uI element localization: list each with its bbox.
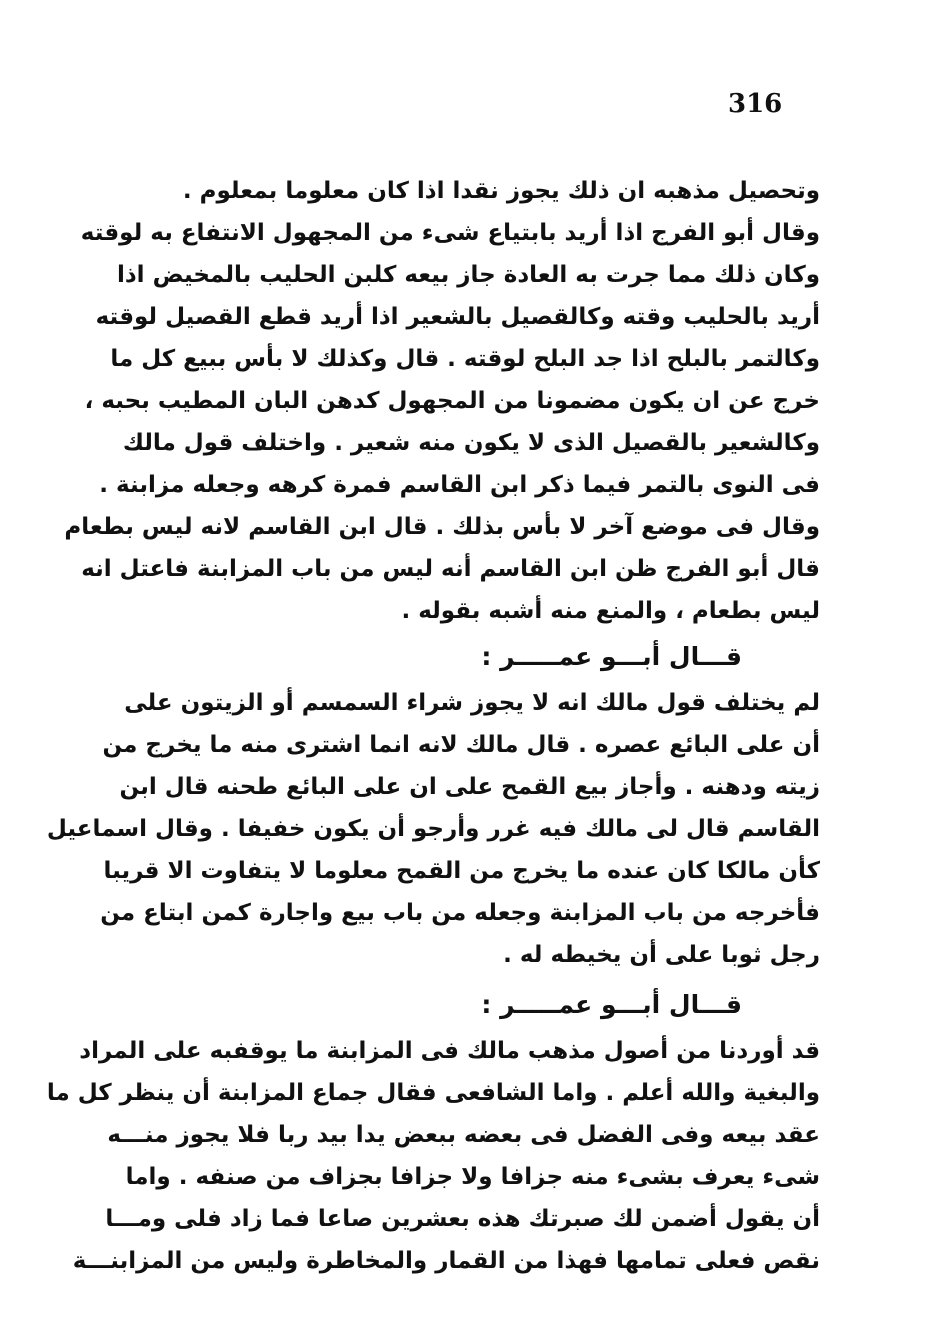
- page-number: 316: [728, 89, 783, 119]
- text-line: أن يقول أضمن لك صبرتك هذه بعشرين صاعا فما زاد فلى ومـــا: [105, 1206, 820, 1232]
- text-line: القاسم قال لى مالك فيه غرر وأرجو أن يكون خفيفا . وقال اسماعيل: [46, 816, 820, 842]
- text-line: رجل ثوبا على أن يخيطه له .: [503, 942, 820, 968]
- text-line: قد أوردنا من أصول مذهب مالك فى المزابنة ما يوقفبه على المراد: [79, 1038, 820, 1064]
- text-line: وكالتمر بالبلح اذا جد البلح لوقته . قال وكذلك لا بأس ببيع كل ما: [110, 346, 820, 372]
- paragraph-3: [46, 1030, 820, 1282]
- text-line: وكالشعير بالقصيل الذى لا يكون منه شعير . واختلف قول مالك: [122, 430, 820, 456]
- text-line: نقص فعلى تمامها فهذا من القمار والمخاطرة وليس من المزابنـــة: [72, 1248, 820, 1274]
- paragraph-1: [64, 170, 820, 632]
- text-line: فى النوى بالتمر فيما ذكر ابن القاسم فمرة كرهه وجعله مزابنة .: [99, 472, 820, 498]
- text-line: وكان ذلك مما جرت به العادة جاز بيعه كلبن الحليب بالمخيض اذا: [117, 262, 820, 288]
- text-line: قال أبو الفرج ظن ابن القاسم أنه ليس من باب المزابنة فاعتل انه: [81, 556, 820, 582]
- text-line: وقال فى موضع آخر لا بأس بذلك . قال ابن القاسم لانه ليس بطعام: [64, 514, 820, 540]
- page-body: [46, 170, 820, 1282]
- section-heading: قـــال أبـــو عمـــــر :: [481, 990, 742, 1019]
- text-line: والبغية والله أعلم . واما الشافعى فقال جماع المزابنة أن ينظر كل ما: [46, 1080, 820, 1106]
- text-line: لم يختلف قول مالك انه لا يجوز شراء السمسم أو الزيتون على: [124, 690, 820, 716]
- text-line: خرج عن ان يكون مضمونا من المجهول كدهن البان المطيب بحبه ،: [84, 388, 820, 414]
- text-line: وقال أبو الفرج اذا أريد بابتياع شىء من المجهول الانتفاع به لوقته: [80, 220, 820, 246]
- paragraph-2: [46, 682, 820, 976]
- text-line: ليس بطعام ، والمنع منه أشبه بقوله .: [401, 598, 820, 624]
- text-line: شىء يعرف بشىء منه جزافا ولا جزافا بجزاف من صنفه . واما: [125, 1164, 820, 1190]
- text-line: أريد بالحليب وقته وكالقصيل بالشعير اذا أريد قطع القصيل لوقته: [95, 304, 820, 330]
- text-line: زيته ودهنه . وأجاز بيع القمح على ان على البائع طحنه قال ابن: [119, 774, 820, 800]
- section-heading: قـــال أبـــو عمـــــر :: [481, 642, 742, 671]
- text-line: كأن مالكا كان عنده ما يخرج من القمح معلوما لا يتفاوت الا قريبا: [103, 858, 820, 884]
- text-line: وتحصيل مذهبه ان ذلك يجوز نقدا اذا كان معلوما بمعلوم .: [182, 178, 820, 204]
- text-line: فأخرجه من باب المزابنة وجعله من باب بيع واجارة كمن ابتاع من: [100, 900, 820, 926]
- text-line: عقد بيعه وفى الفضل فى بعضه ببعض يدا بيد ربا فلا يجوز منـــه: [107, 1122, 820, 1148]
- text-line: أن على البائع عصره . قال مالك لانه انما اشترى منه ما يخرج من: [102, 732, 820, 758]
